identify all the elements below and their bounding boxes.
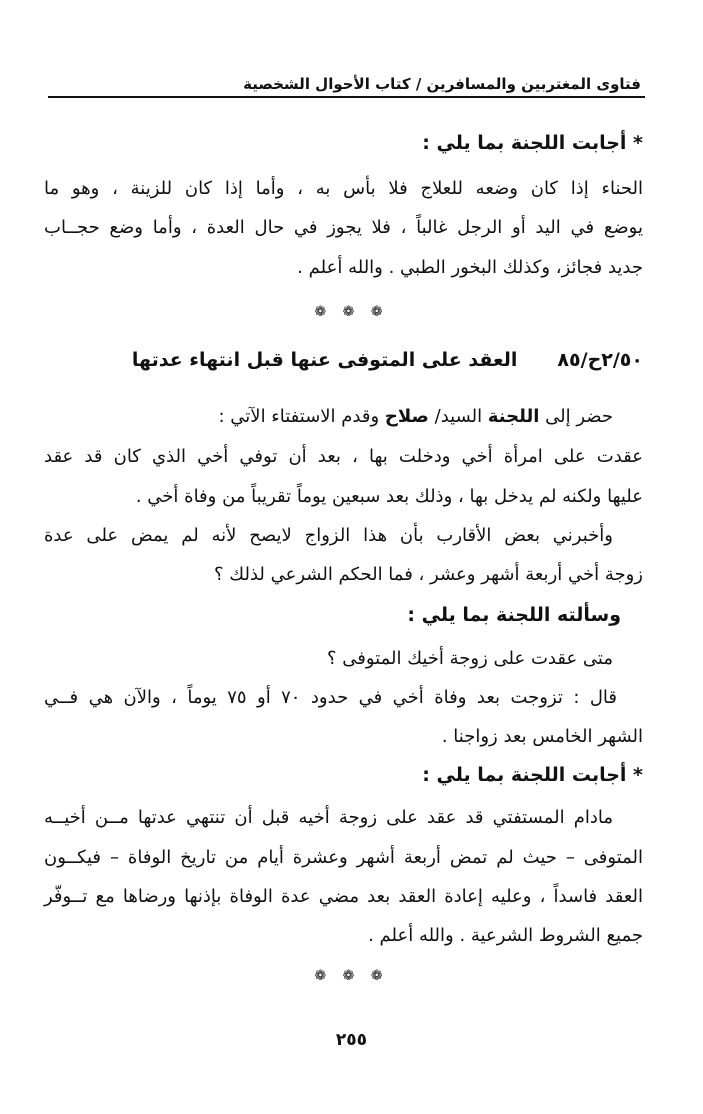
- question-line: وأخبرني بعض الأقارب بأن هذا الزواج لايصح لأنه لم يمض على عدة: [44, 525, 613, 546]
- paragraph-line: جميع الشروط الشرعية . والله أعلم .: [368, 925, 643, 946]
- paragraph-line: جديد فجائز، وكذلك البخور الطبي . والله أعلم .: [297, 257, 643, 278]
- paragraph-line: المتوفى – حيث لم تمض أربعة أشهر وعشرة أيام من تاريخ الوفاة – فيكــون: [44, 847, 643, 868]
- question-line: عليها ولكنه لم يدخل بها ، وذلك بعد سبعين يوماً تقريباً من وفاة أخي .: [135, 486, 643, 507]
- answer-heading-1: * أجابت اللجنة بما يلي :: [422, 132, 643, 154]
- dialogue-line: الشهر الخامس بعد زواجنا .: [441, 726, 643, 747]
- asked-heading: وسألته اللجنة بما يلي :: [407, 604, 621, 626]
- intro-name: صلاح: [384, 406, 429, 427]
- section-code: ٢/٥٠ح/٨٥: [557, 349, 643, 371]
- page-number: ٢٥٥: [335, 1030, 368, 1050]
- intro-middle: السيد/: [428, 406, 488, 427]
- intro-line: [44, 404, 613, 430]
- section-separator: ❁ ❁ ❁: [314, 304, 389, 320]
- answer-heading-2: * أجابت اللجنة بما يلي :: [422, 764, 643, 786]
- paragraph-line: يوضع في اليد أو الرجل غالباً ، فلا يجوز في حال العدة ، وأما وضع حجــاب: [44, 217, 643, 238]
- dialogue-line: قال : تزوجت بعد وفاة أخي في حدود ٧٠ أو ٧٥ يوماً ، والآن هي فــي: [44, 687, 617, 708]
- paragraph-line: مادام المستفتي قد عقد على زوجة أخيه قبل أن تنتهي عدتها مــن أخيــه: [44, 807, 613, 828]
- question-line: عقدت على امرأة أخي ودخلت بها ، بعد أن توفي أخي الذي كان قد عقد: [44, 446, 643, 467]
- running-header: فتاوى المغتربين والمسافرين / كتاب الأحوال الشخصية: [243, 75, 641, 93]
- question-line: زوجة أخي أربعة أشهر وعشر ، فما الحكم الشرعي لذلك ؟: [214, 564, 643, 585]
- paragraph-line: العقد فاسداً ، وعليه إعادة العقد بعد مضي عدة الوفاة بإذنها ورضاها مع تــوفّر: [44, 886, 643, 907]
- section-title: العقد على المتوفى عنها قبل انتهاء عدتها: [131, 349, 518, 371]
- section-heading: [131, 346, 643, 374]
- paragraph-line: الحناء إذا كان وضعه للعلاج فلا بأس به ، وأما إذا كان للزينة ، وهو ما: [44, 178, 643, 199]
- intro-prefix: حضر إلى: [539, 406, 613, 427]
- section-separator: ❁ ❁ ❁: [314, 968, 389, 984]
- dialogue-line: متى عقدت على زوجة أخيك المتوفى ؟: [326, 648, 613, 669]
- intro-committee: اللجنة: [487, 406, 540, 427]
- intro-suffix: وقدم الاستفتاء الآتي :: [218, 406, 385, 427]
- header-rule: [48, 96, 645, 98]
